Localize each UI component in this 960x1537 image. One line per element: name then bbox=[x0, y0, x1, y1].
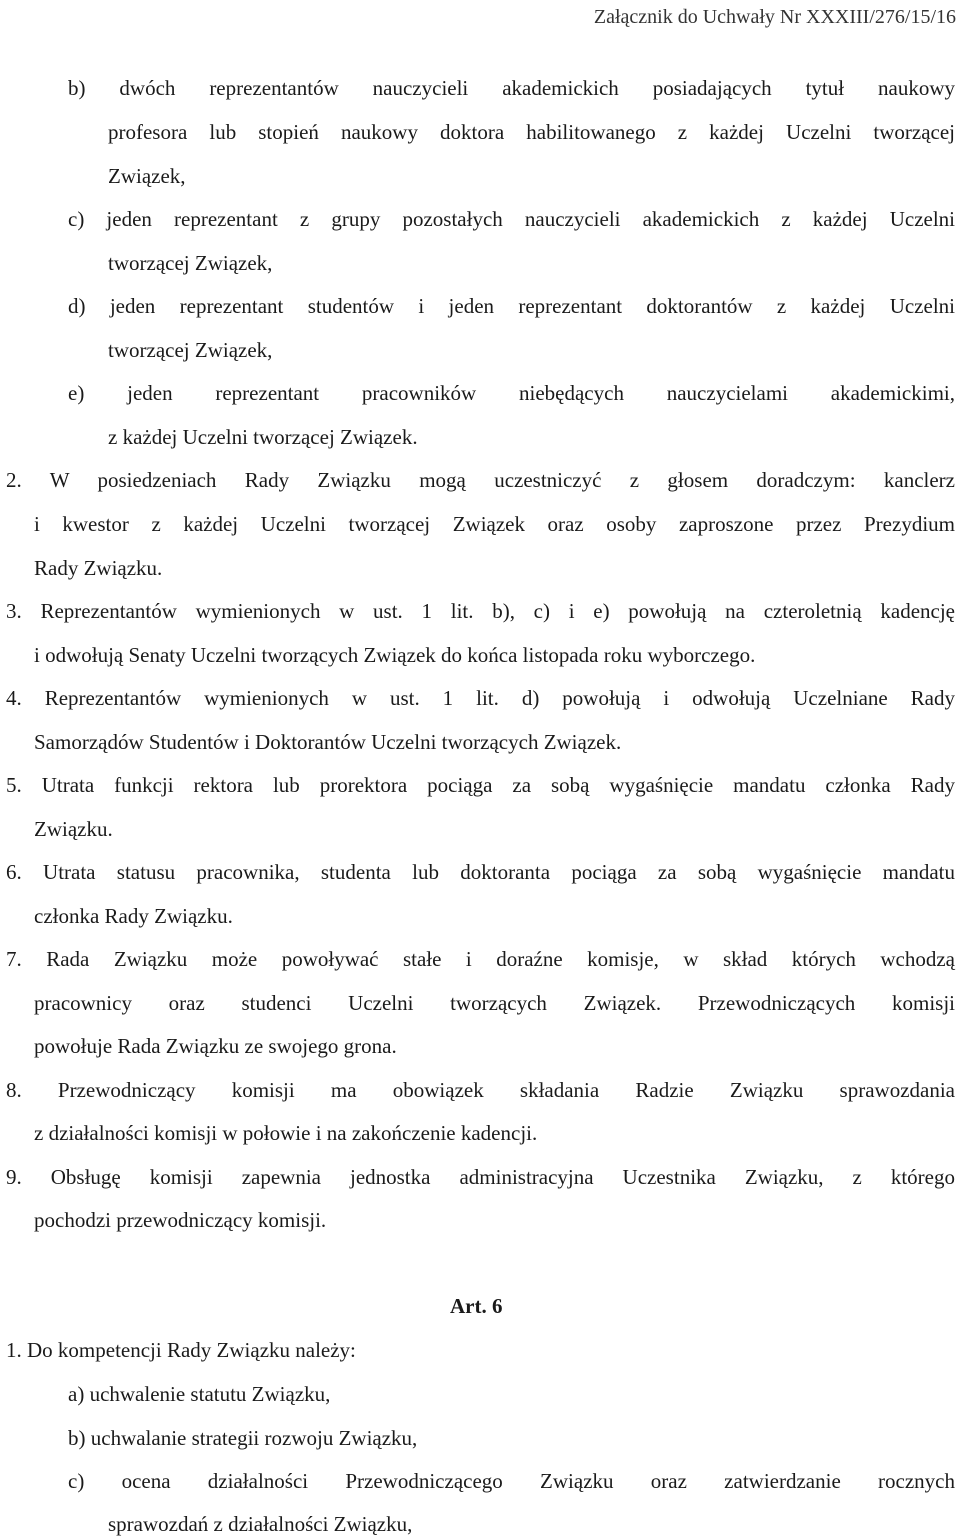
text-line: 4. Reprezentantów wymienionych w ust. 1 lit. d) powołują i odwołują Uczelniane Rady bbox=[6, 686, 955, 710]
text-line: 8. Przewodniczący komisji ma obowiązek składania Radzie Związku sprawozdania bbox=[6, 1078, 955, 1102]
text-line: a) uchwalenie statutu Związku, bbox=[68, 1382, 331, 1406]
text-line: pracownicy oraz studenci Uczelni tworzących Związek. Przewodniczących komisji bbox=[34, 991, 955, 1015]
text-line: tworzącej Związek, bbox=[108, 338, 273, 362]
text-line: 9. Obsługę komisji zapewnia jednostka administracyjna Uczestnika Związku, z którego bbox=[6, 1165, 955, 1189]
text-line: 2. W posiedzeniach Rady Związku mogą uczestniczyć z głosem doradczym: kanclerz bbox=[6, 468, 955, 492]
text-line: c) jeden reprezentant z grupy pozostałych nauczycieli akademickich z każdej Uczelni bbox=[68, 207, 955, 231]
text-line: b) uchwalanie strategii rozwoju Związku, bbox=[68, 1426, 418, 1450]
text-line: c) ocena działalności Przewodniczącego Związku oraz zatwierdzanie rocznych bbox=[68, 1469, 955, 1493]
text-line: e) jeden reprezentant pracowników niebędących nauczycielami akademickimi, bbox=[68, 381, 955, 405]
text-line: członka Rady Związku. bbox=[34, 904, 233, 928]
text-line: sprawozdań z działalności Związku, bbox=[108, 1512, 413, 1536]
text-line: 5. Utrata funkcji rektora lub prorektora pociąga za sobą wygaśnięcie mandatu członka Rady bbox=[6, 773, 955, 797]
text-line: 7. Rada Związku może powoływać stałe i doraźne komisje, w skład których wchodzą bbox=[6, 947, 955, 971]
text-line: Związku. bbox=[34, 817, 113, 841]
text-line: Związek, bbox=[108, 164, 186, 188]
text-line: 6. Utrata statusu pracownika, studenta lub doktoranta pociąga za sobą wygaśnięcie mandatu bbox=[6, 860, 955, 884]
article-title: Art. 6 bbox=[450, 1294, 503, 1318]
text-line: d) jeden reprezentant studentów i jeden reprezentant doktorantów z każdej Uczelni bbox=[68, 294, 955, 318]
text-line: Rady Związku. bbox=[34, 556, 163, 580]
text-line: pochodzi przewodniczący komisji. bbox=[34, 1208, 327, 1232]
text-line: Samorządów Studentów i Doktorantów Uczelni tworzących Związek. bbox=[34, 730, 622, 754]
document-header: Załącznik do Uchwały Nr XXXIII/276/15/16 bbox=[593, 6, 956, 28]
text-line: 1. Do kompetencji Rady Związku należy: bbox=[6, 1338, 356, 1362]
text-line: b) dwóch reprezentantów nauczycieli akademickich posiadających tytuł naukowy bbox=[68, 76, 955, 100]
text-line: i kwestor z każdej Uczelni tworzącej Związek oraz osoby zaproszone przez Prezydium bbox=[34, 512, 955, 536]
text-line: z każdej Uczelni tworzącej Związek. bbox=[108, 425, 418, 449]
text-line: profesora lub stopień naukowy doktora habilitowanego z każdej Uczelni tworzącej bbox=[108, 120, 955, 144]
text-line: powołuje Rada Związku ze swojego grona. bbox=[34, 1034, 397, 1058]
text-line: 3. Reprezentantów wymienionych w ust. 1 lit. b), c) i e) powołują na czteroletnią kadencję bbox=[6, 599, 955, 623]
text-line: z działalności komisji w połowie i na zakończenie kadencji. bbox=[34, 1121, 538, 1145]
text-line: i odwołują Senaty Uczelni tworzących Związek do końca listopada roku wyborczego. bbox=[34, 643, 756, 667]
text-line: tworzącej Związek, bbox=[108, 251, 273, 275]
